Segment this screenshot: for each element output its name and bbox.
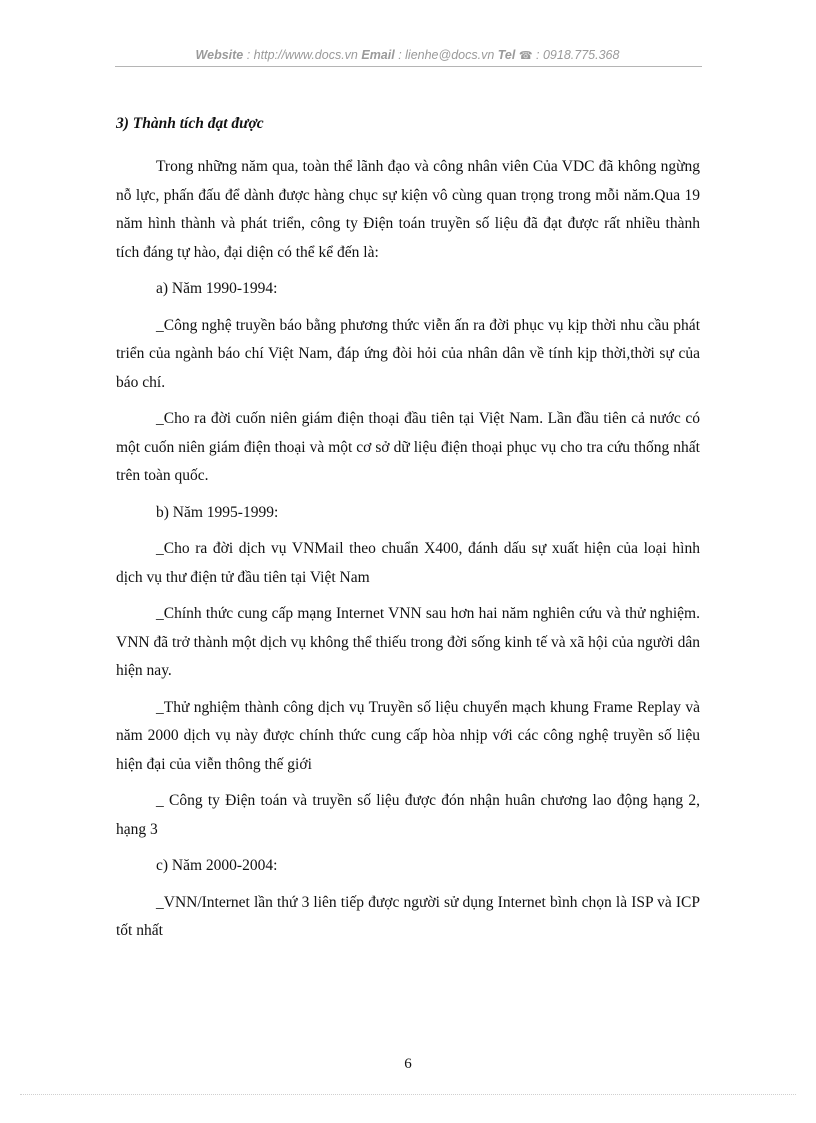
document-body	[116, 110, 700, 954]
paragraph-a2: _Cho ra đời cuốn niên giám điện thoại đầu tiên tại Việt Nam. Lần đầu tiên cả nước có một cuốn niên giám điện thoại và một cơ sở dữ liệu điện thoại phục vụ cho tra cứu thống nhất trên toàn quốc.	[116, 410, 700, 484]
website-url[interactable]: : http://www.docs.vn	[243, 48, 362, 62]
paragraph-b3: _Thử nghiệm thành công dịch vụ Truyền số liệu chuyển mạch khung Frame Replay và năm 2000 dịch vụ này được chính thức cung cấp hòa nhịp với các công nghệ truyền số liệu hiện đại của viễn thông thế giới	[116, 698, 700, 773]
subheading-2000-2004: c) Năm 2000-2004:	[156, 857, 278, 874]
tel-number: : 0918.775.368	[532, 48, 620, 62]
subheading-1990-1994: a) Năm 1990-1994:	[156, 280, 278, 297]
footer-divider	[20, 1094, 796, 1095]
email-label: Email	[361, 48, 395, 62]
paragraph-b1: _Cho ra đời dịch vụ VNMail theo chuẩn X400, đánh dấu sự xuất hiện của loại hình dịch vụ thư điện tử đầu tiên tại Việt Nam	[116, 540, 700, 586]
paragraph-intro: Trong những năm qua, toàn thể lãnh đạo và công nhân viên Của VDC đã không ngừng nỗ lực, phấn đấu để dành được hàng chục sự kiện vô cùng quan trọng trong mỗi năm.Qua 19 năm hình thành và phát triển, công ty Điện toán truyền số liệu đã đạt được rất nhiều thành tích đáng tự hào, đại diện có thể kể đến là:	[116, 158, 700, 261]
website-label: Website	[195, 48, 244, 62]
header-divider	[115, 66, 702, 67]
paragraph-c1: _VNN/Internet lần thứ 3 liên tiếp được người sử dụng Internet bình chọn là ISP và ICP tốt nhất	[116, 893, 700, 939]
email-address[interactable]: : lienhe@docs.vn	[394, 48, 498, 62]
paragraph-b4: _ Công ty Điện toán và truyền số liệu được đón nhận huân chương lao động hạng 2, hạng 3	[116, 792, 700, 838]
tel-label: Tel	[497, 48, 516, 62]
telephone-icon: ☎	[518, 50, 533, 62]
subheading-1995-1999: b) Năm 1995-1999:	[156, 503, 279, 521]
page-header	[115, 46, 700, 65]
paragraph-b2: _Chính thức cung cấp mạng Internet VNN sau hơn hai năm nghiên cứu và thử nghiệm. VNN đã trở thành một dịch vụ không thể thiếu trong đời sống kinh tế và xã hội của người dân hiện nay.	[116, 605, 700, 679]
page-number: 6	[404, 1056, 412, 1072]
paragraph-a1: _Công nghệ truyền báo bằng phương thức viễn ấn ra đời phục vụ kịp thời nhu cầu phát triển của ngành báo chí Việt Nam, đáp ứng đòi hỏi của nhân dân về tính kịp thời,thời sự của báo chí.	[116, 316, 700, 391]
section-title: 3) Thành tích đạt được	[116, 115, 264, 132]
